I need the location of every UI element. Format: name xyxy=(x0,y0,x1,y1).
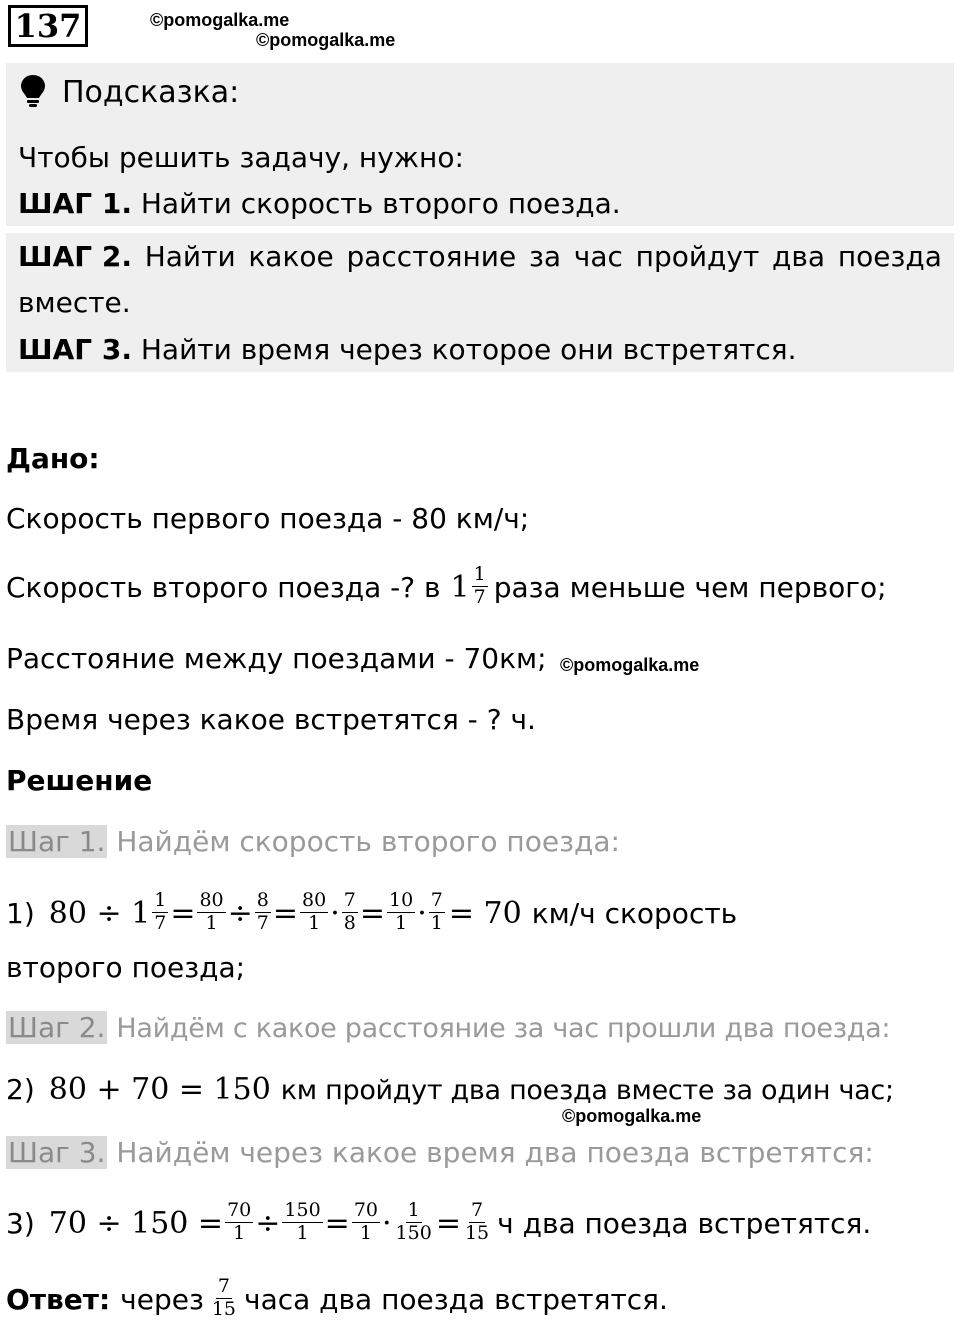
mixed-whole: 1 xyxy=(450,570,470,605)
fraction: $\frac{10}{1}$ xyxy=(389,888,414,934)
given-line-3: Расстояние между поездами - 70км; xyxy=(6,642,547,675)
math-op: = xyxy=(359,896,385,931)
fraction: $\frac{1}{150}$ xyxy=(395,1198,432,1244)
hint-step-label: ШАГ 1. xyxy=(18,187,132,220)
hint-word: какое xyxy=(248,240,334,273)
given-line-4: Время через какое встретятся - ? ч. xyxy=(6,703,536,736)
fraction: $\frac{7}{1}$ xyxy=(430,888,443,934)
step-text: Найдём через какое время два поезда встретятся: xyxy=(116,1136,874,1169)
calc-index: 2) xyxy=(6,1073,35,1106)
answer-text: часа два поезда встретятся. xyxy=(244,1283,668,1316)
hint-word: пройдут xyxy=(635,240,760,273)
watermark: ©pomogalka.me xyxy=(562,1106,702,1126)
math-expr: 80 + 70 = 150 xyxy=(48,1072,271,1107)
step-text: Найдём с какое расстояние за час прошли два поезда: xyxy=(116,1013,891,1044)
math-op: = xyxy=(324,1206,350,1241)
fraction: $\frac{1}{7}$ xyxy=(473,562,486,608)
answer-text: через xyxy=(120,1283,204,1316)
step-text: Найдём скорость второго поезда: xyxy=(116,825,620,858)
given-line-2 xyxy=(6,560,887,616)
watermark: ©pomogalka.me xyxy=(256,30,396,50)
given-text: Скорость второго поезда -? в xyxy=(6,571,441,604)
fraction: $\frac{70}{1}$ xyxy=(353,1198,378,1244)
calc-line-1-cont: второго поезда; xyxy=(6,951,246,984)
hint-step-2 xyxy=(18,240,942,273)
calc-line-3 xyxy=(6,1194,871,1254)
calc-index: 3) xyxy=(6,1207,35,1240)
math-op: = xyxy=(272,896,299,931)
fraction: $\frac{150}{1}$ xyxy=(284,1198,321,1244)
fraction: $\frac{80}{1}$ xyxy=(199,888,224,934)
math-expr: 80 ÷ 1 xyxy=(48,896,151,931)
fraction: $\frac{80}{1}$ xyxy=(302,888,327,934)
fraction: $\frac{1}{7}$ xyxy=(154,888,167,934)
hint-word: за xyxy=(528,240,562,273)
math-op: · xyxy=(417,896,427,931)
math-op: · xyxy=(382,1206,392,1241)
math-result: = 70 xyxy=(448,896,522,931)
step-label: Шаг 3. xyxy=(8,1136,106,1169)
calc-line-1 xyxy=(6,884,737,944)
calc-text: км/ч скорость xyxy=(531,897,738,930)
hint-step-text: Найти время через которое они встретятся. xyxy=(140,333,797,366)
math-op: = xyxy=(170,896,196,931)
fraction: $\frac{7}{15}$ xyxy=(211,1274,237,1320)
hint-step-label: ШАГ 3. xyxy=(18,333,132,366)
hint-step-1 xyxy=(18,187,621,220)
math-op: ÷ xyxy=(227,896,253,931)
calc-text: ч два поезда встретятся. xyxy=(497,1207,872,1240)
hint-word: два xyxy=(772,240,826,273)
fraction: $\frac{8}{7}$ xyxy=(256,888,269,934)
math-op: · xyxy=(330,896,340,931)
given-line-1: Скорость первого поезда - 80 км/ч; xyxy=(6,502,530,535)
answer-label: Ответ: xyxy=(6,1283,111,1316)
hint-word: расстояние xyxy=(346,240,517,273)
math-op: = xyxy=(435,1206,461,1241)
calc-text: км пройдут два поезда вместе за один час; xyxy=(280,1074,894,1106)
watermark: ©pomogalka.me xyxy=(560,655,700,675)
hint-word: час xyxy=(573,240,623,273)
fraction: $\frac{70}{1}$ xyxy=(227,1198,252,1244)
answer-line xyxy=(6,1270,668,1330)
hint-step-label: ШАГ 2. xyxy=(18,240,132,273)
hint-word: Найти xyxy=(144,240,236,273)
solution-step-3 xyxy=(6,1136,874,1169)
hint-step-text: Найти скорость второго поезда. xyxy=(140,187,621,220)
math-op: ÷ xyxy=(255,1206,281,1241)
hint-title: Подсказка: xyxy=(62,75,240,110)
hint-step-2-cont: вместе. xyxy=(18,286,131,319)
hint-step-3 xyxy=(18,333,797,366)
step-label: Шаг 1. xyxy=(8,825,106,858)
given-text: раза меньше чем первого; xyxy=(493,571,887,604)
solution-title: Решение xyxy=(6,764,153,797)
calc-line-2 xyxy=(6,1070,894,1110)
step-label: Шаг 2. xyxy=(8,1011,106,1044)
calc-index: 1) xyxy=(6,897,35,930)
hint-intro: Чтобы решить задачу, нужно: xyxy=(18,141,464,174)
given-title: Дано: xyxy=(6,442,100,475)
lightbulb-icon xyxy=(20,74,46,108)
math-expr: 70 ÷ 150 = xyxy=(48,1206,224,1241)
watermark: ©pomogalka.me xyxy=(150,10,290,30)
fraction: $\frac{7}{15}$ xyxy=(464,1198,490,1244)
task-number: 137 xyxy=(8,5,88,47)
solution-step-1 xyxy=(6,825,620,858)
hint-word: поезда xyxy=(837,240,942,273)
solution-step-2 xyxy=(6,1011,891,1044)
fraction: $\frac{7}{8}$ xyxy=(343,888,356,934)
